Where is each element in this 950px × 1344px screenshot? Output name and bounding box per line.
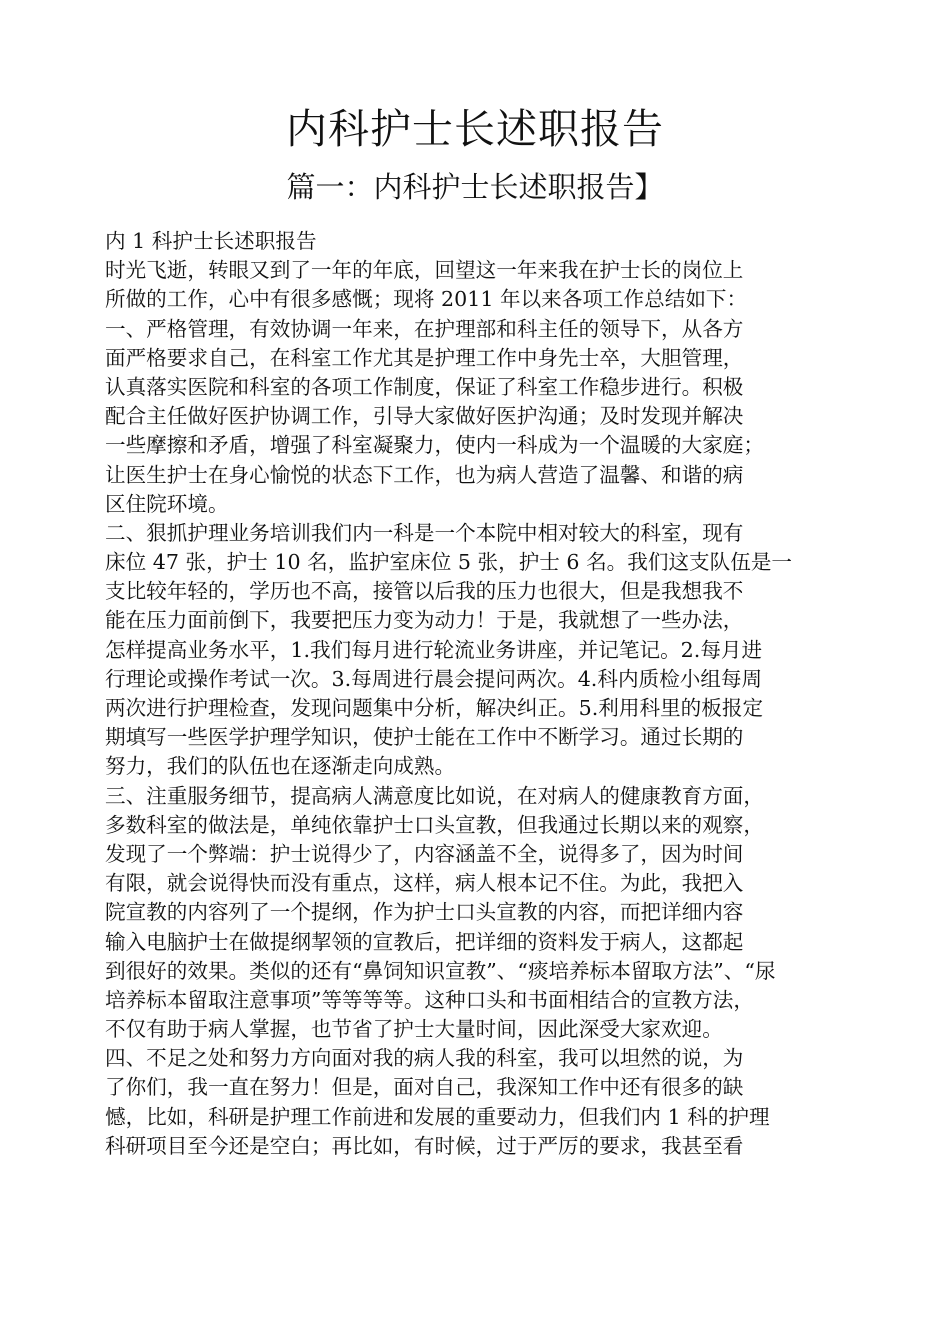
document-body [105,227,865,1161]
body-line: 多数科室的做法是，单纯依靠护士口头宣教，但我通过长期以来的观察， [105,812,764,837]
body-line: 四、不足之处和努力方向面对我的病人我的科室，我可以坦然的说，为 [105,1046,744,1071]
body-line: 内 1 科护士长述职报告 [105,229,317,253]
body-line: 让医生护士在身心愉悦的状态下工作，也为病人营造了温馨、和谐的病 [105,462,744,487]
body-line: 怎样提高业务水平，1.我们每月进行轮流业务讲座，并记笔记。2.每月进 [105,637,763,662]
body-line: 憾，比如，科研是护理工作前进和发展的重要动力，但我们内 1 科的护理 [105,1104,770,1129]
body-line: 两次进行护理检查，发现问题集中分析，解决纠正。5.利用科里的板报定 [105,696,764,720]
body-line: 认真落实医院和科室的各项工作制度，保证了科室工作稳步进行。积极 [105,374,744,399]
body-line: 配合主任做好医护协调工作，引导大家做好医护沟通；及时发现并解决 [105,404,744,429]
body-line: 时光飞逝，转眼又到了一年的年底，回望这一年来我在护士长的岗位上 [105,258,744,283]
body-line: 输入电脑护士在做提纲挈领的宣教后，把详细的资料发于病人，这都起 [105,929,744,954]
body-line: 床位 47 张，护士 10 名，监护室床位 5 张，护士 6 名。我们这支队伍是一 [105,550,793,575]
body-line: 不仅有助于病人掌握，也节省了护士大量时间，因此深受大家欢迎。 [105,1017,723,1042]
body-line: 能在压力面前倒下，我要把压力变为动力！于是，我就想了一些办法， [105,608,744,633]
body-line: 有限，就会说得快而没有重点，这样，病人根本记不住。为此，我把入 [105,871,744,896]
body-line: 支比较年轻的，学历也不高，接管以后我的压力也很大，但是我想我不 [105,579,744,604]
body-line: 到很好的效果。类似的还有“鼻饲知识宣教”、“痰培养标本留取方法”、“尿 [105,958,776,983]
body-line: 面严格要求自己，在科室工作尤其是护理工作中身先士卒，大胆管理， [105,345,744,370]
document-title: 内科护士长述职报告 [286,105,664,153]
body-line: 一些摩擦和矛盾，增强了科室凝聚力，使内一科成为一个温暖的大家庭； [105,433,764,458]
body-line: 发现了一个弊端：护士说得少了，内容涵盖不全，说得多了，因为时间 [105,841,744,866]
body-line: 了你们，我一直在努力！但是，面对自己，我深知工作中还有很多的缺 [105,1075,744,1100]
body-line: 区住院环境。 [105,491,229,516]
body-line: 院宣教的内容列了一个提纲，作为护士口头宣教的内容，而把详细内容 [105,900,744,925]
document-subtitle: 篇一：内科护士长述职报告】 [286,170,664,204]
body-line: 科研项目至今还是空白；再比如，有时候，过于严厉的要求，我甚至看 [105,1133,744,1158]
body-line: 所做的工作，心中有很多感慨；现将 2011 年以来各项工作总结如下： [105,287,748,312]
body-line: 期填写一些医学护理学知识，使护士能在工作中不断学习。通过长期的 [105,725,744,750]
body-line: 培养标本留取注意事项”等等等等。这种口头和书面相结合的宣教方法， [105,987,754,1012]
body-line: 一、严格管理，有效协调一年来，在护理部和科主任的领导下，从各方 [105,316,744,341]
body-line: 三、注重服务细节，提高病人满意度比如说，在对病人的健康教育方面， [105,783,764,808]
body-line: 行理论或操作考试一次。3.每周进行晨会提问两次。4.科内质检小组每周 [105,666,763,691]
body-line: 二、狠抓护理业务培训我们内一科是一个本院中相对较大的科室，现有 [105,520,744,545]
body-line: 努力，我们的队伍也在逐渐走向成熟。 [105,754,456,779]
